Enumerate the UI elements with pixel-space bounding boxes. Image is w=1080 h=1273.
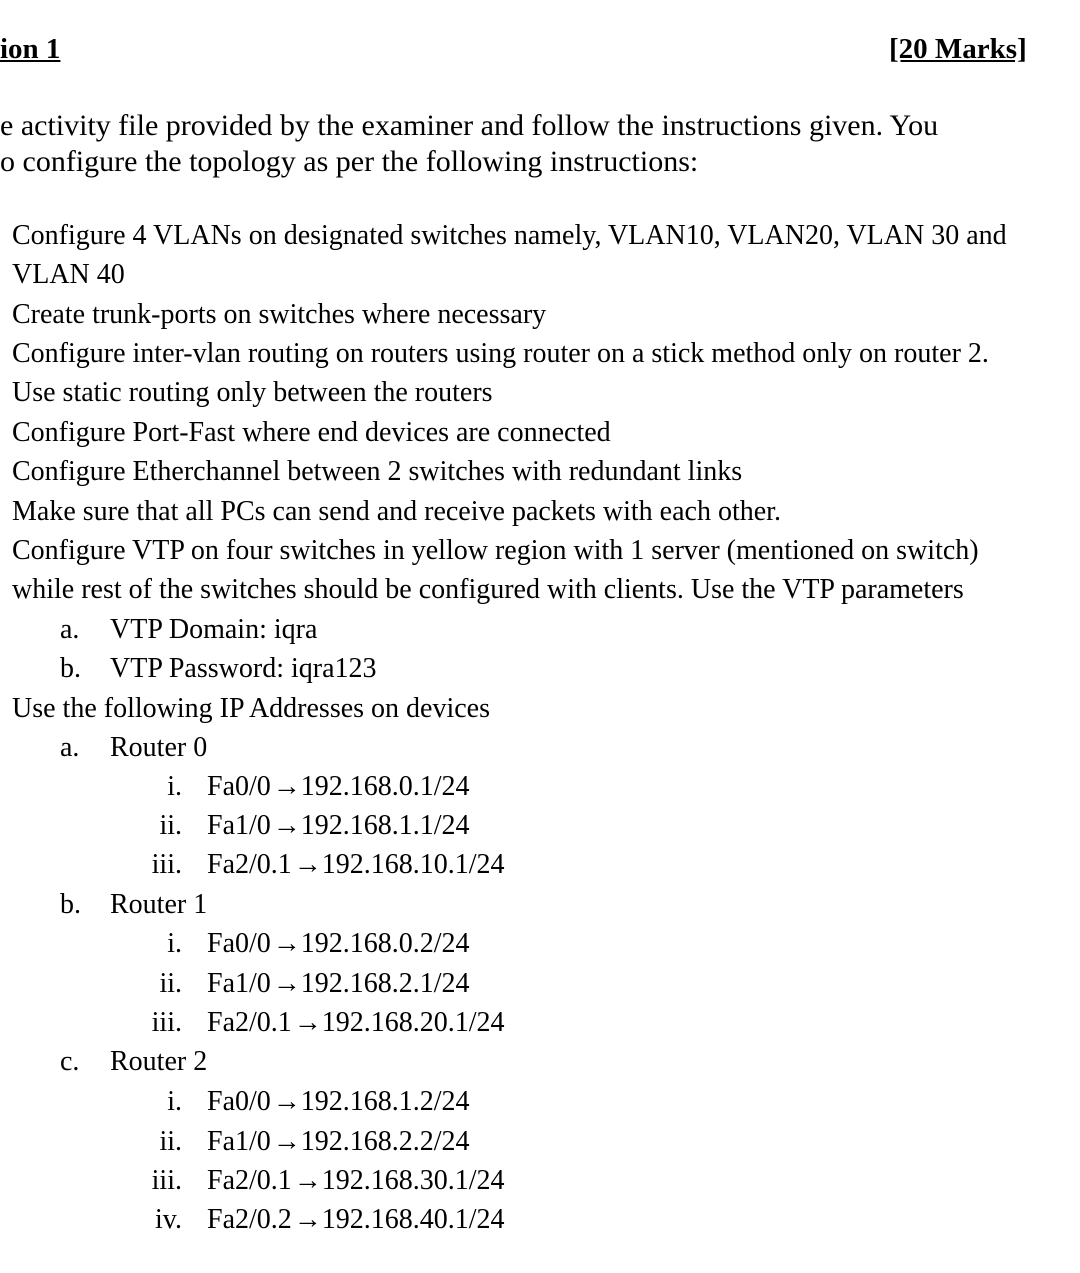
ip-address: 192.168.0.2/24 [300, 928, 470, 959]
router-name: Router 1 [110, 889, 208, 920]
marks-label: [20 Marks] [889, 33, 1027, 65]
ip-address: 192.168.1.1/24 [300, 810, 470, 841]
intro-line-1: e activity file provided by the examiner and follow the instructions given. You [0, 109, 939, 142]
router-marker: b. [60, 889, 81, 920]
instruction-line: Use static routing only between the routers [12, 377, 493, 408]
ip-address: 192.168.2.1/24 [300, 968, 470, 999]
vtp-domain: VTP Domain: iqra [110, 614, 318, 645]
instruction-line: Make sure that all PCs can send and receive packets with each other. [12, 496, 781, 527]
interface-row [207, 930, 470, 958]
interface-name: Fa1/0 [207, 810, 271, 841]
interface-name: Fa0/0 [207, 1086, 271, 1117]
interface-name: Fa0/0 [207, 928, 271, 959]
interface-marker: iii. [151, 849, 182, 880]
interface-marker: i. [167, 771, 182, 802]
ip-address: 192.168.40.1/24 [321, 1204, 505, 1235]
interface-row [207, 812, 470, 840]
interface-name: Fa2/0.1 [207, 1007, 292, 1038]
instruction-line: Configure 4 VLANs on designated switches namely, VLAN10, VLAN20, VLAN 30 and [12, 220, 1007, 251]
ip-address: 192.168.20.1/24 [321, 1007, 505, 1038]
instruction-line: Create trunk-ports on switches where necessary [12, 299, 547, 330]
interface-row [207, 1009, 505, 1037]
arrow-icon: → [272, 928, 301, 959]
interface-marker: ii. [159, 1126, 182, 1157]
arrow-icon: → [272, 771, 301, 802]
ip-heading: Use the following IP Addresses on devices [12, 693, 490, 724]
arrow-icon: → [272, 968, 301, 999]
ip-address: 192.168.0.1/24 [300, 771, 470, 802]
question-title: ion 1 [0, 33, 61, 65]
instruction-line: Configure inter-vlan routing on routers using router on a stick method only on router 2. [12, 338, 989, 369]
vtp-marker: b. [60, 653, 81, 684]
interface-marker: i. [167, 928, 182, 959]
interface-marker: iii. [151, 1165, 182, 1196]
ip-address: 192.168.10.1/24 [321, 849, 505, 880]
interface-marker: i. [167, 1086, 182, 1117]
router-name: Router 2 [110, 1046, 208, 1077]
interface-marker: iv. [155, 1204, 182, 1235]
router-marker: a. [60, 732, 80, 763]
ip-address: 192.168.1.2/24 [300, 1086, 470, 1117]
interface-marker: ii. [159, 810, 182, 841]
arrow-icon: → [293, 1204, 322, 1235]
interface-marker: iii. [151, 1007, 182, 1038]
intro-line-2: o configure the topology as per the following instructions: [0, 145, 699, 178]
instruction-line: Configure Port-Fast where end devices are connected [12, 417, 611, 448]
router-marker: c. [60, 1046, 80, 1077]
arrow-icon: → [272, 810, 301, 841]
arrow-icon: → [272, 1086, 301, 1117]
interface-name: Fa1/0 [207, 968, 271, 999]
interface-row [207, 851, 505, 879]
interface-row [207, 1128, 470, 1156]
interface-name: Fa2/0.2 [207, 1204, 292, 1235]
interface-marker: ii. [159, 968, 182, 999]
interface-name: Fa0/0 [207, 771, 271, 802]
arrow-icon: → [293, 849, 322, 880]
interface-row [207, 1206, 505, 1234]
vtp-password: VTP Password: iqra123 [110, 653, 377, 684]
ip-address: 192.168.2.2/24 [300, 1126, 470, 1157]
instruction-line: Configure Etherchannel between 2 switches with redundant links [12, 456, 743, 487]
interface-name: Fa2/0.1 [207, 1165, 292, 1196]
instruction-line: while rest of the switches should be configured with clients. Use the VTP parameters [12, 574, 964, 605]
interface-name: Fa1/0 [207, 1126, 271, 1157]
router-name: Router 0 [110, 732, 208, 763]
interface-row [207, 970, 470, 998]
interface-row [207, 1088, 470, 1116]
vtp-marker: a. [60, 614, 80, 645]
instruction-line: VLAN 40 [12, 259, 125, 290]
arrow-icon: → [272, 1126, 301, 1157]
interface-row [207, 773, 470, 801]
interface-name: Fa2/0.1 [207, 849, 292, 880]
arrow-icon: → [293, 1165, 322, 1196]
instruction-line: Configure VTP on four switches in yellow region with 1 server (mentioned on switch) [12, 535, 979, 566]
ip-address: 192.168.30.1/24 [321, 1165, 505, 1196]
interface-row [207, 1167, 505, 1195]
arrow-icon: → [293, 1007, 322, 1038]
